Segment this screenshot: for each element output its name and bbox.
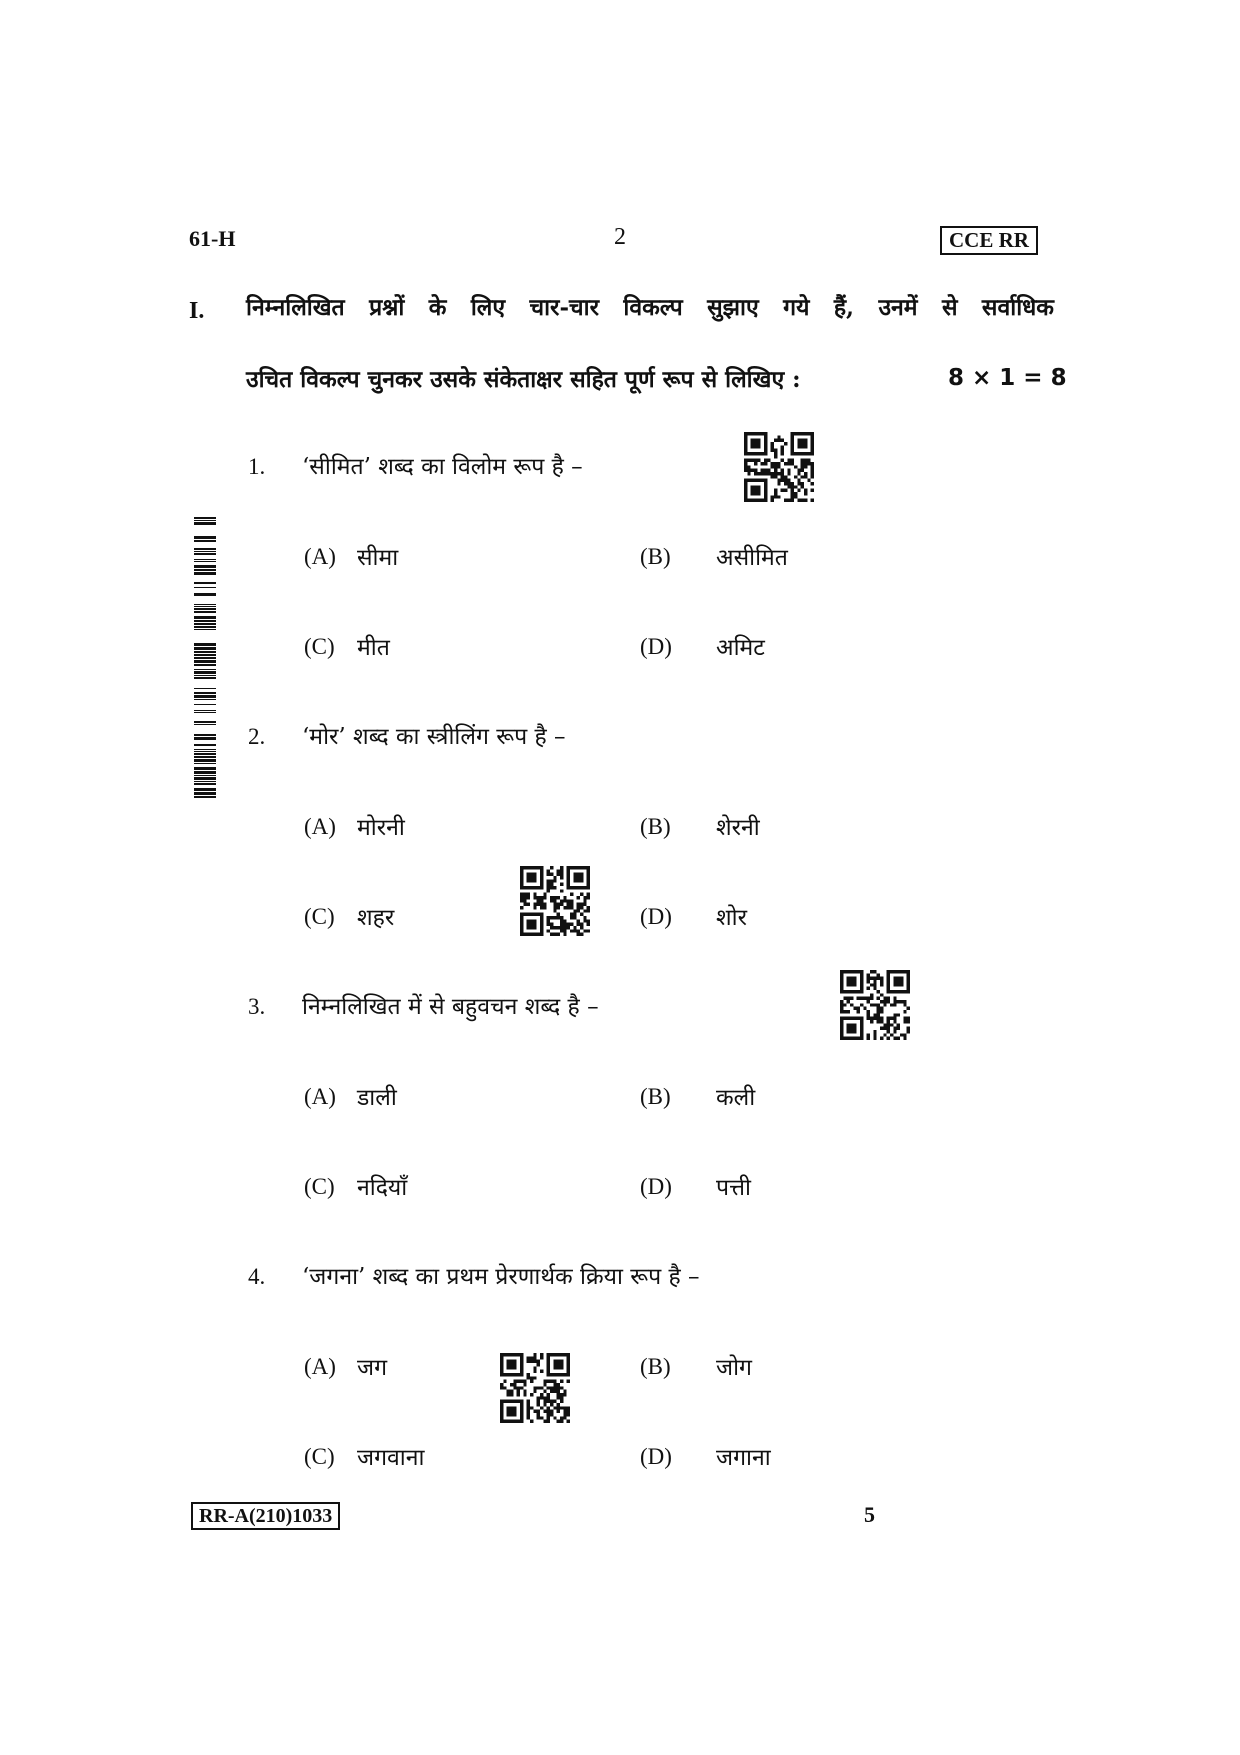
- qr-code-icon: [840, 970, 910, 1040]
- question-3-number: 3.: [248, 994, 266, 1019]
- instruction-word: के: [428, 294, 447, 321]
- q1-option-c-label: (C): [304, 634, 335, 659]
- q3-option-b-text: कली: [716, 1085, 756, 1111]
- instruction-word: गये: [783, 294, 810, 321]
- instruction-word: उनमें: [878, 294, 918, 321]
- instruction-word: निम्नलिखित: [246, 294, 345, 321]
- q4-option-b-text: जोग: [716, 1355, 752, 1381]
- q4-option-a-text: जग: [357, 1355, 388, 1381]
- q1-option-d-text: अमिट: [716, 635, 765, 661]
- q2-option-c-label: (C): [304, 904, 335, 929]
- q2-option-c-text: शहर: [357, 905, 395, 931]
- qr-code-icon: [744, 432, 814, 502]
- q1-option-a-label: (A): [304, 544, 336, 569]
- instruction-line-1: [246, 290, 1054, 322]
- q4-option-c-label: (C): [304, 1444, 335, 1469]
- q3-option-c-text: नदियाँ: [357, 1175, 408, 1201]
- q3-option-d-text: पत्ती: [716, 1175, 751, 1201]
- q3-option-c-label: (C): [304, 1174, 335, 1199]
- qr-code-icon: [500, 1353, 570, 1423]
- q3-option-b-label: (B): [640, 1084, 671, 1109]
- q1-option-c-text: मीत: [357, 635, 390, 661]
- question-3-text: निम्नलिखित में से बहुवचन शब्द है –: [302, 994, 599, 1020]
- instruction-word: हैं,: [833, 294, 855, 321]
- instruction-line-2: उचित विकल्प चुनकर उसके संकेताक्षर सहित पूर्ण रूप से लिखिए :: [246, 366, 801, 393]
- q3-option-a-text: डाली: [357, 1085, 397, 1111]
- q4-option-d-label: (D): [640, 1444, 672, 1469]
- instruction-word: विकल्प: [623, 294, 683, 321]
- qr-code-icon: [520, 866, 590, 936]
- question-4-number: 4.: [248, 1264, 266, 1289]
- q2-option-d-text: शोर: [716, 905, 748, 931]
- q1-option-a-text: सीमा: [357, 545, 399, 571]
- instruction-word: सुझाए: [707, 294, 759, 321]
- q1-option-d-label: (D): [640, 634, 672, 659]
- q2-option-a-text: मोरनी: [357, 815, 405, 841]
- q4-option-b-label: (B): [640, 1354, 671, 1379]
- q4-option-a-label: (A): [304, 1354, 336, 1379]
- q4-option-c-text: जगवाना: [357, 1445, 425, 1471]
- barcode-icon: [194, 517, 216, 799]
- q3-option-d-label: (D): [640, 1174, 672, 1199]
- question-2-number: 2.: [248, 724, 266, 749]
- paper-code: 61-H: [189, 226, 236, 251]
- q2-option-d-label: (D): [640, 904, 672, 929]
- q2-option-b-text: शेरनी: [716, 815, 760, 841]
- page-number: 2: [614, 224, 626, 250]
- question-1-text: ‘सीमित’ शब्द का विलोम रूप है –: [302, 454, 583, 480]
- instruction-word: प्रश्नों: [369, 294, 405, 321]
- instruction-word: लिए: [470, 294, 506, 321]
- instruction-word: सर्वाधिक: [981, 294, 1054, 321]
- q1-option-b-text: असीमित: [716, 545, 788, 571]
- question-2-text: ‘मोर’ शब्द का स्त्रीलिंग रूप है –: [302, 724, 566, 750]
- booklet-code: RR-A(210)1033: [191, 1502, 340, 1530]
- section-number: I.: [189, 298, 205, 324]
- series-badge: CCE RR: [940, 226, 1038, 255]
- instruction-word: चार-चार: [529, 294, 599, 321]
- instruction-word: से: [941, 294, 958, 321]
- q1-option-b-label: (B): [640, 544, 671, 569]
- footer-page-number: 5: [864, 1502, 875, 1527]
- q3-option-a-label: (A): [304, 1084, 336, 1109]
- marks-scheme: 8 × 1 = 8: [948, 365, 1067, 391]
- q2-option-b-label: (B): [640, 814, 671, 839]
- question-4-text: ‘जगना’ शब्द का प्रथम प्रेरणार्थक क्रिया रूप है –: [302, 1264, 700, 1290]
- q4-option-d-text: जगाना: [716, 1445, 771, 1471]
- q2-option-a-label: (A): [304, 814, 336, 839]
- question-1-number: 1.: [248, 454, 266, 479]
